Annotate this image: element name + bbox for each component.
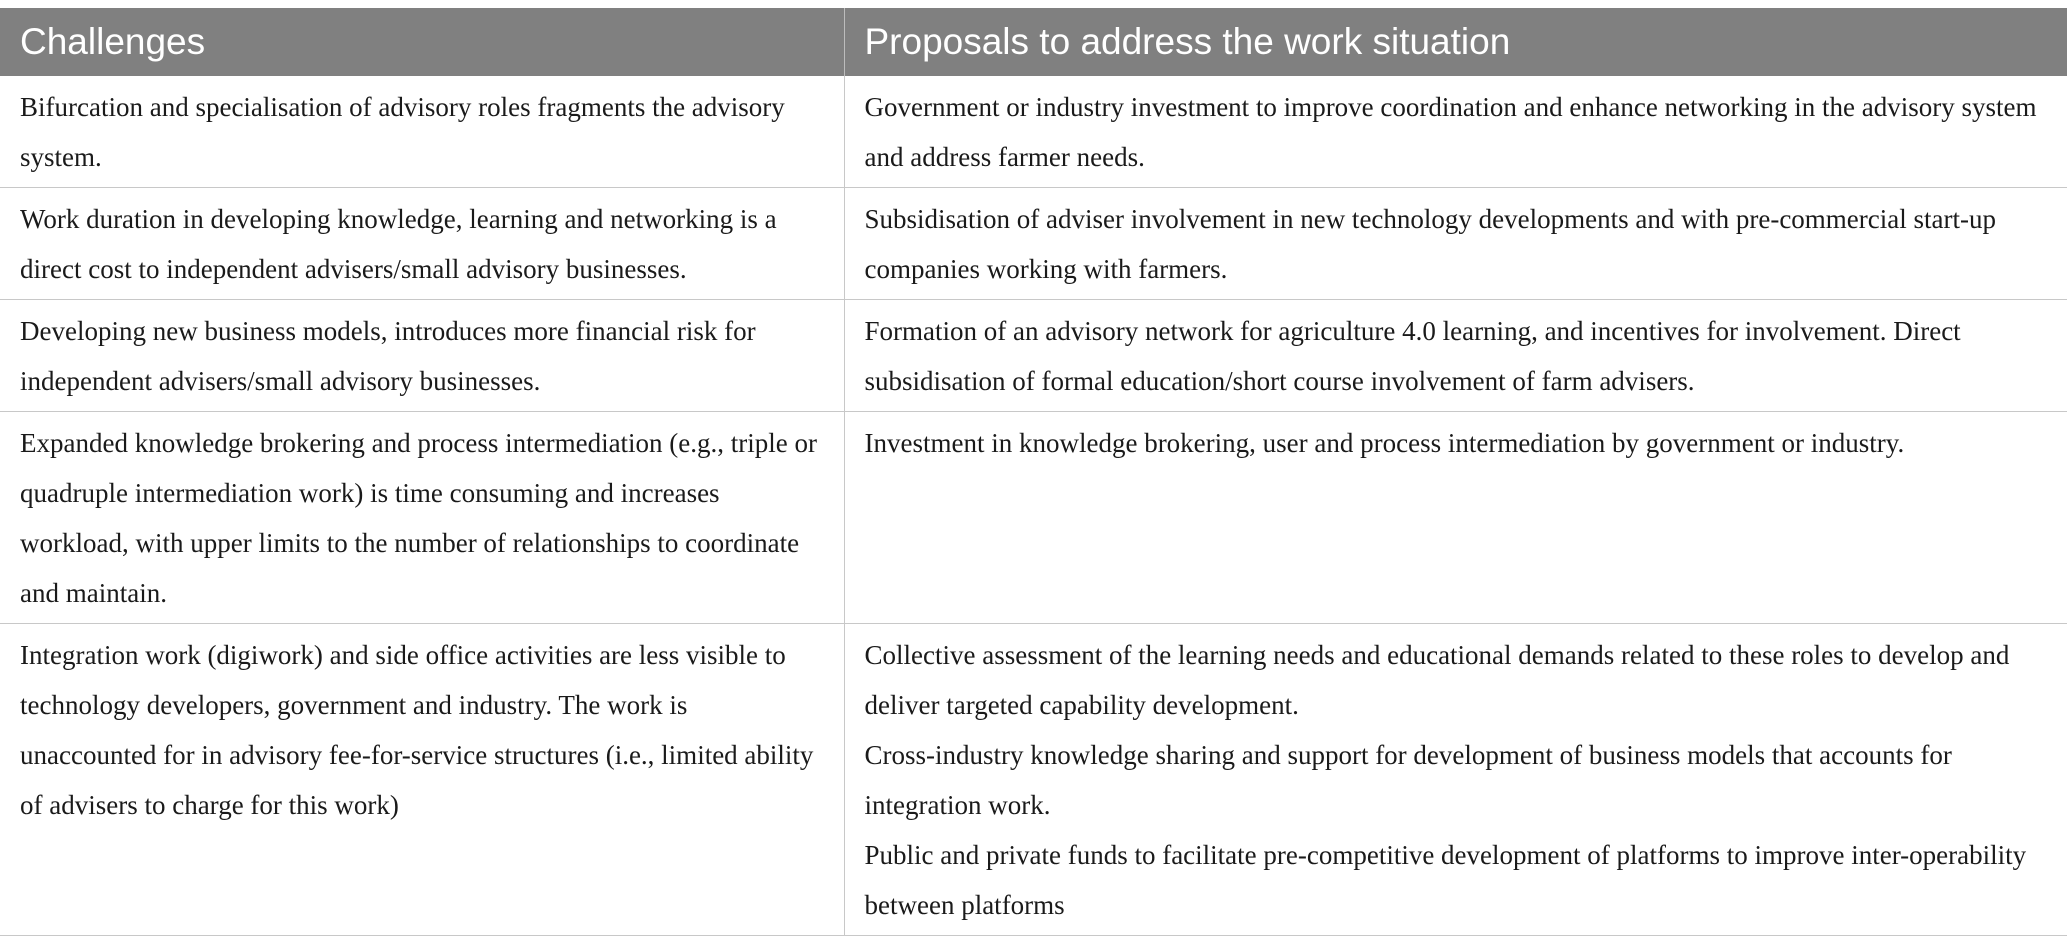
proposal-item: Subsidisation of adviser involvement in new technology developments and with pre-commercial start-up companies working with farmers. [864,204,1996,284]
challenge-cell: Integration work (digiwork) and side office activities are less visible to technology developers, government and industry. The work is unaccounted for in advisory fee-for-service structures (i.e., limited ability of advisers to charge for this work) [0,624,844,936]
proposal-cell [844,76,2067,188]
proposal-item: Formation of an advisory network for agriculture 4.0 learning, and incentives for involvement. Direct subsidisation of formal education/short course involvement of farm advisers. [864,316,1961,396]
proposal-item: Government or industry investment to improve coordination and enhance networking in the advisory system and address farmer needs. [864,92,2037,172]
header-proposals: Proposals to address the work situation [844,8,2067,76]
challenges-proposals-table [0,8,2067,936]
challenges-proposals-table-container [0,8,2067,936]
proposal-item: Cross-industry knowledge sharing and support for development of business models that accounts for integration work. [864,740,1952,820]
header-challenges: Challenges [0,8,844,76]
table-row [0,300,2067,412]
proposal-item: Public and private funds to facilitate pre-competitive development of platforms to improve inter-operability between platforms [864,840,2027,920]
proposal-item: Investment in knowledge brokering, user and process intermediation by government or industry. [864,428,1905,458]
table-body [0,76,2067,936]
challenge-cell: Expanded knowledge brokering and process intermediation (e.g., triple or quadruple intermediation work) is time consuming and increases workload, with upper limits to the number of relationships to coordinate and maintain. [0,412,844,624]
table-row [0,624,2067,936]
challenge-cell: Work duration in developing knowledge, learning and networking is a direct cost to independent advisers/small advisory businesses. [0,188,844,300]
table-row [0,412,2067,624]
table-header [0,8,2067,76]
proposal-cell [844,412,2067,624]
proposal-cell [844,188,2067,300]
table-row [0,76,2067,188]
challenge-cell: Developing new business models, introduces more financial risk for independent advisers/small advisory businesses. [0,300,844,412]
proposal-item: Collective assessment of the learning needs and educational demands related to these roles to develop and deliver targeted capability development. [864,640,2010,720]
table-row [0,188,2067,300]
proposal-cell [844,624,2067,936]
header-row [0,8,2067,76]
proposal-cell [844,300,2067,412]
challenge-cell: Bifurcation and specialisation of advisory roles fragments the advisory system. [0,76,844,188]
